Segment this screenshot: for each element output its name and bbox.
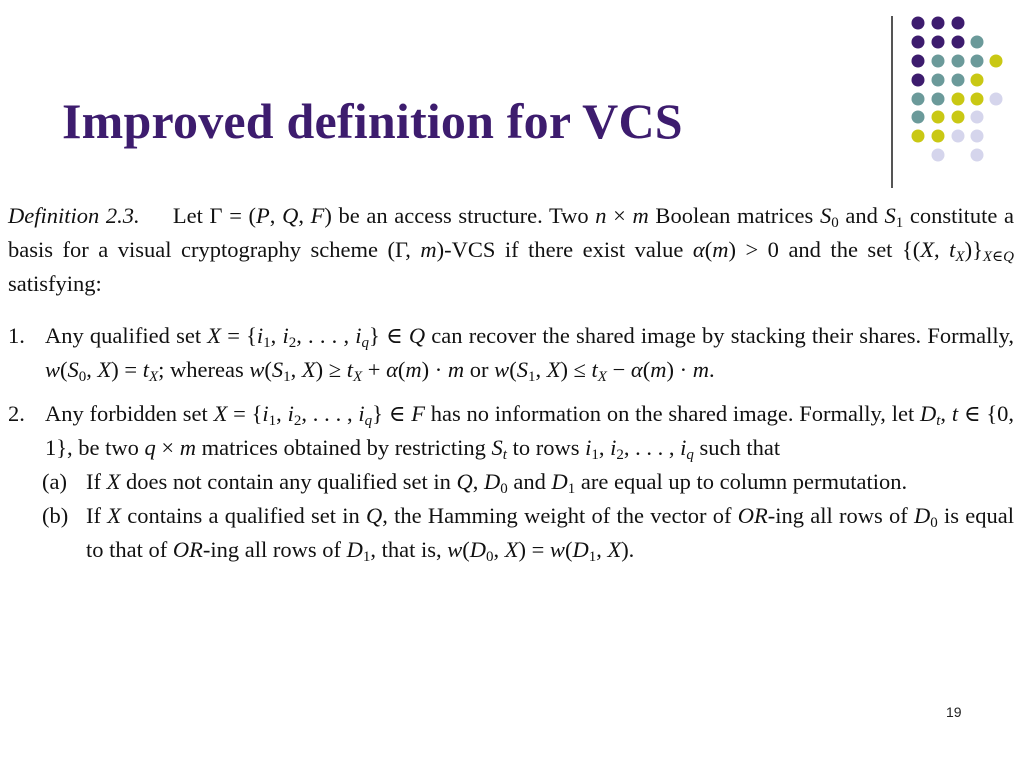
dot xyxy=(952,130,965,143)
dot xyxy=(932,74,945,87)
divider-line xyxy=(891,16,893,188)
dot xyxy=(912,93,925,106)
definition-label: Definition 2.3. xyxy=(8,203,140,228)
dot xyxy=(971,93,984,106)
dot xyxy=(971,55,984,68)
condition-item-1: 1. Any qualified set $X = \{i_1$, $i_2$, . . . , $i_q$} ∈ Q can recover the shared image by stacking their shares. Formally, $w(S_0$, $X) = t_X$; whereas $w(S_1$, $X) \ge t_X + \alpha(m) \cdot m$ or $w(S_1$, $X) \le t_X - \alpha(m) \cdot m$. xyxy=(8,319,1014,387)
dot xyxy=(971,130,984,143)
dot xyxy=(971,149,984,162)
dot xyxy=(912,55,925,68)
dot xyxy=(932,111,945,124)
dot xyxy=(932,55,945,68)
subcondition-b: (b) If X contains a qualified set in Q, the Hamming weight of the vector of OR-ing all rows of $D_0$ is equal to that of OR-ing all rows of $D_1$, that is, $w(D_0$, $X) = w(D_1$, X). xyxy=(42,499,1014,567)
dot xyxy=(952,36,965,49)
dot-grid-group xyxy=(912,17,1003,162)
dot xyxy=(952,17,965,30)
page-number: 19 xyxy=(946,704,962,720)
condition-list xyxy=(8,319,1014,567)
slide-title: Improved definition for VCS xyxy=(62,93,683,149)
condition-item-2: 2. Any forbidden set $X = \{i_1$, $i_2$, . . . , $i_q$} ∈ F has no information on the shared image. Formally, let $D_t$, t ∈ {0, 1}, be two q × m matrices obtained by restricting $S_t$ to rows $i_1$, $i_2$, . . . , $i_q$ such that (a) If X does not contain any qualified set in Q, $D_0$ and $D_1$ are equal up to column permutation. (b) If X contains a qualified set in Q, the Hamming weight of the vector of OR-ing all rows of $D_0$ is equal to that of OR-ing all rows of $D_1$, that is, $w(D_0$, $X) = w(D_1$, X). xyxy=(8,397,1014,567)
item-number: 2. xyxy=(8,401,25,426)
dot xyxy=(952,55,965,68)
dot xyxy=(932,93,945,106)
dot xyxy=(912,36,925,49)
dot xyxy=(932,130,945,143)
subcondition-list xyxy=(42,465,1015,567)
dot xyxy=(932,17,945,30)
dot xyxy=(971,111,984,124)
dot xyxy=(952,93,965,106)
dot xyxy=(932,149,945,162)
dot xyxy=(912,74,925,87)
dot xyxy=(971,74,984,87)
item-number: 1. xyxy=(8,323,25,348)
subitem-label: (b) xyxy=(42,503,69,528)
dot xyxy=(912,111,925,124)
definition-intro: Definition 2.3. Let Γ = (P, Q, F) be an access structure. Two n × m Boolean matrices $S_0$ and $S_1$ constitute a basis for a visual cryptography scheme (Γ, m)-VCS if there exist value α(m) > 0 and the set {(X, $t_X)\}_{X\in Q}$ satisfying: xyxy=(8,203,1015,296)
dot xyxy=(990,93,1003,106)
dot xyxy=(971,36,984,49)
dot xyxy=(952,74,965,87)
subitem-label: (a) xyxy=(42,469,67,494)
subcondition-a: (a) If X does not contain any qualified set in Q, $D_0$ and $D_1$ are equal up to column permutation. xyxy=(42,465,1014,499)
dot xyxy=(932,36,945,49)
dot xyxy=(990,55,1003,68)
dot xyxy=(912,130,925,143)
dot xyxy=(912,17,925,30)
dot xyxy=(952,111,965,124)
definition-body xyxy=(8,199,1014,577)
